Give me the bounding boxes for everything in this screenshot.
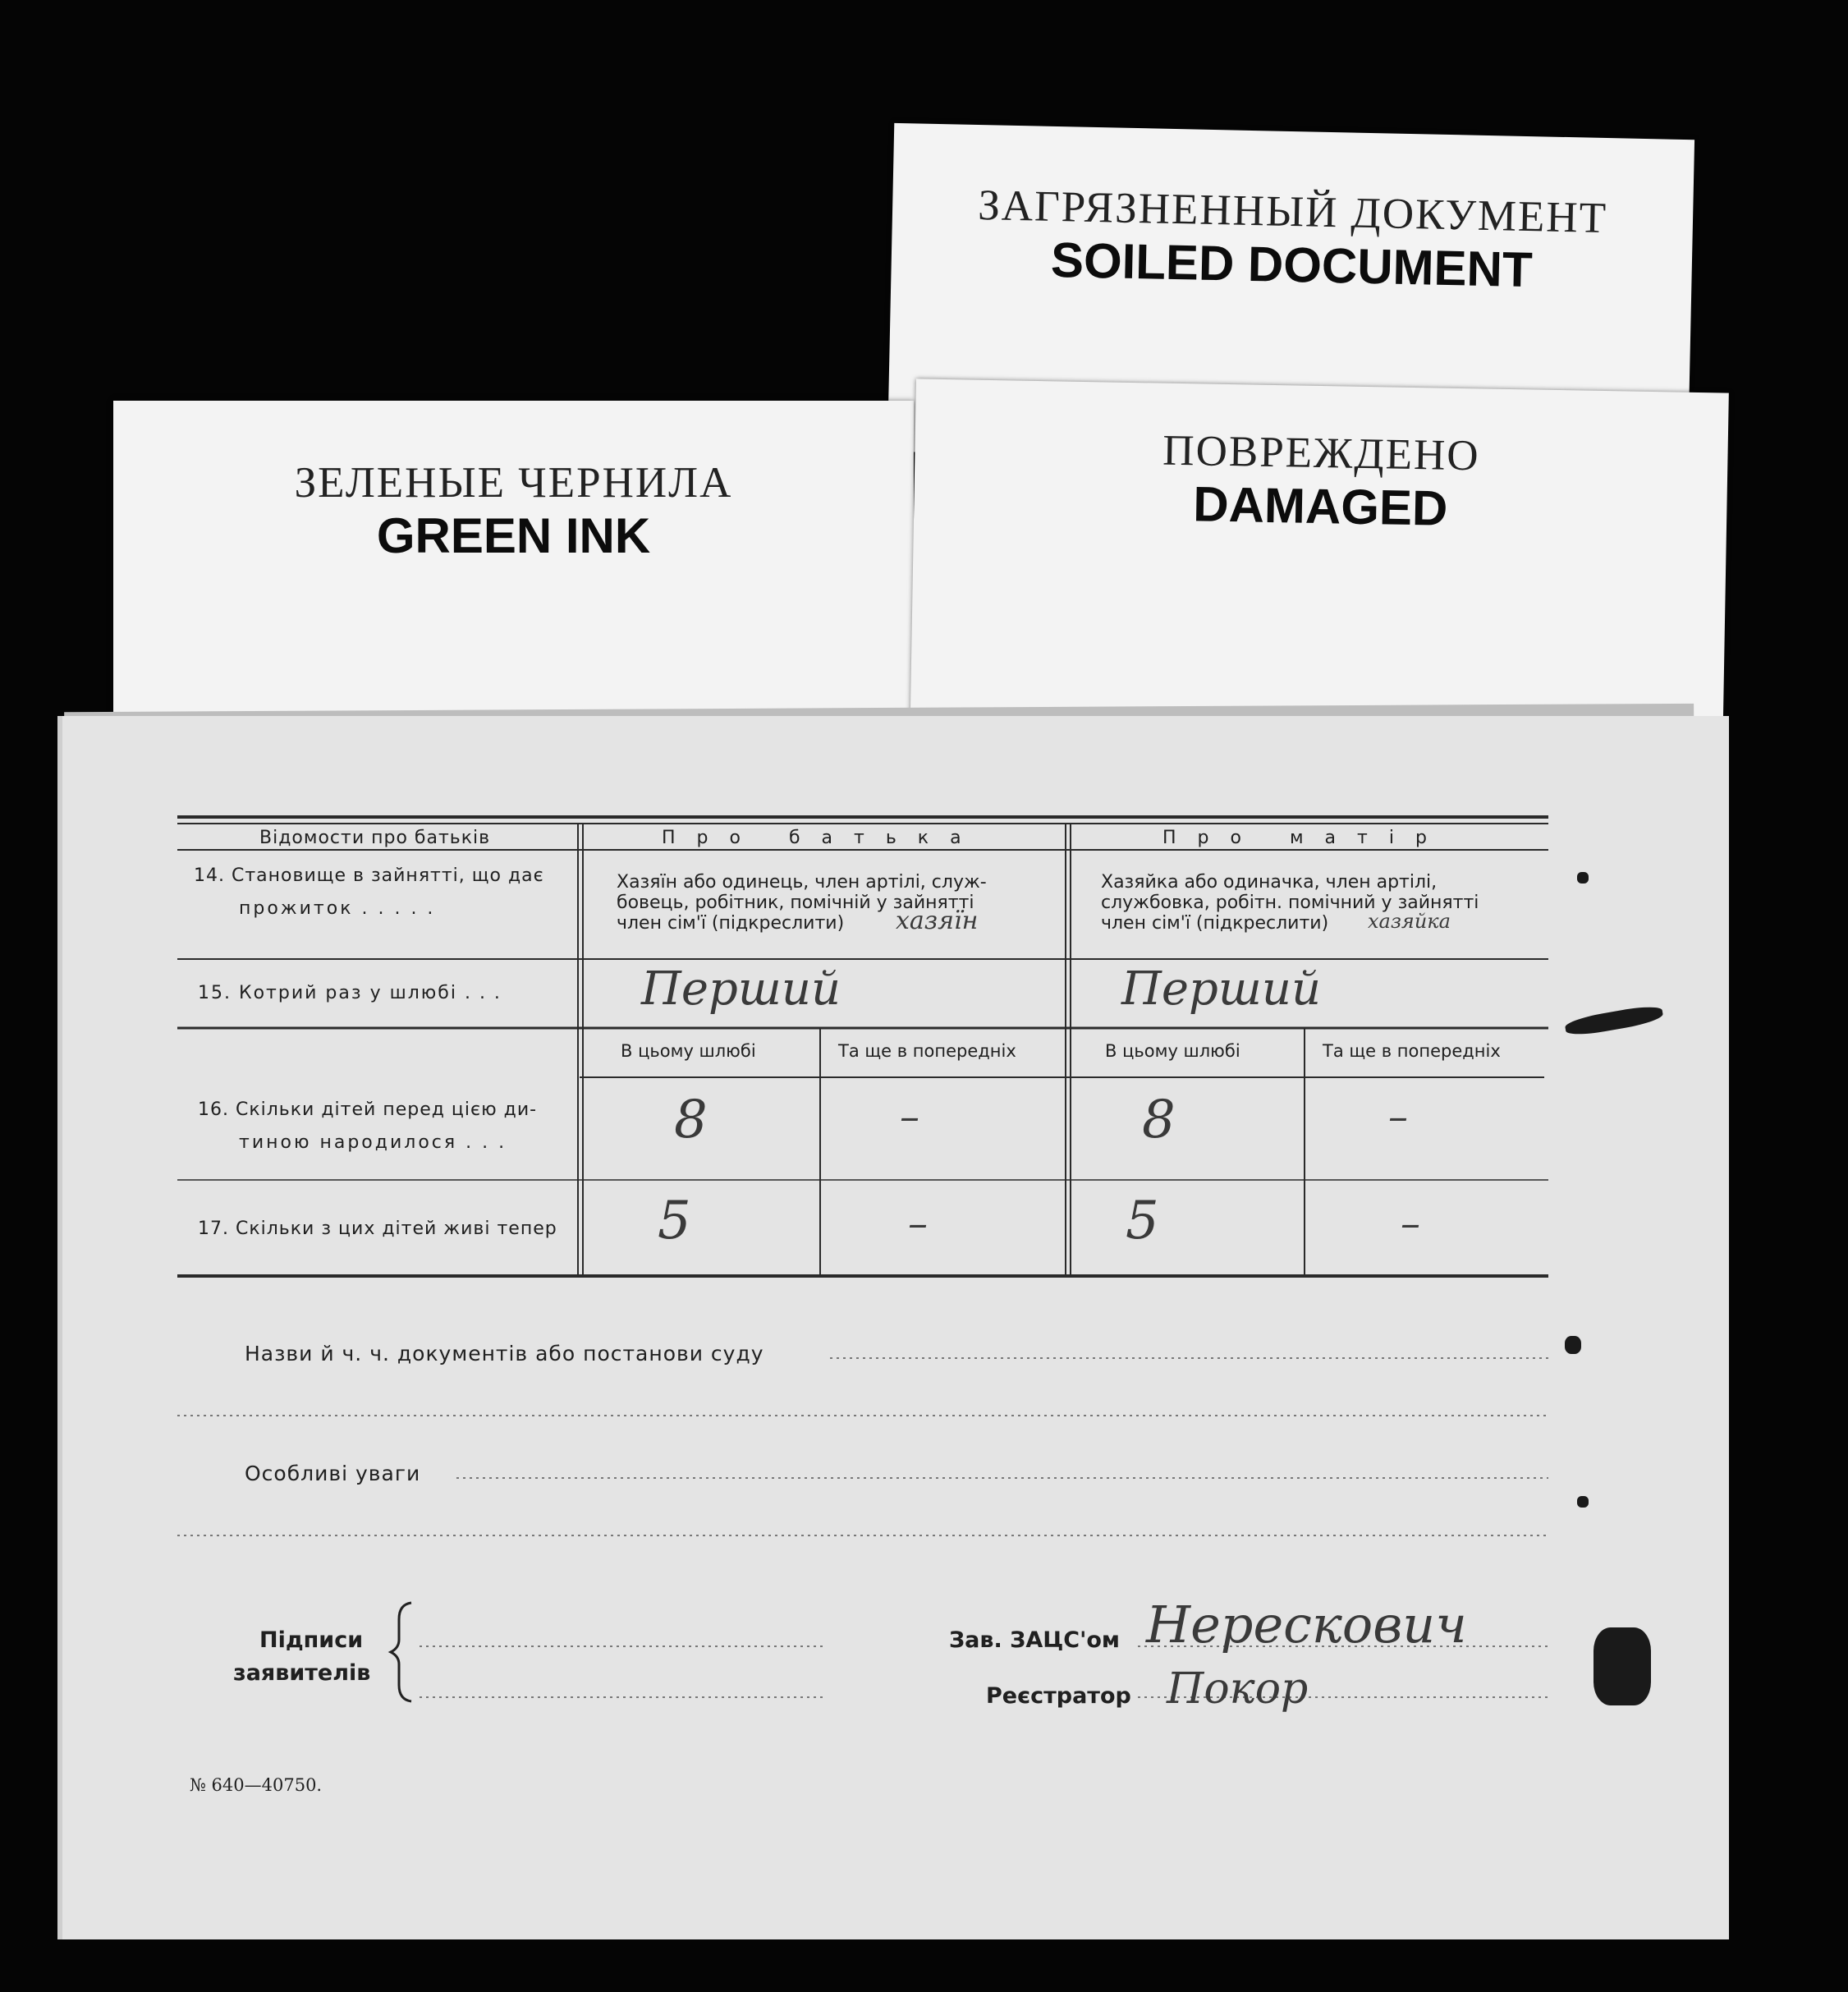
- header-parents-info: Відомости про батьків: [259, 828, 491, 848]
- row17-label: 17. Скільки з цих дітей живі тепер: [198, 1219, 557, 1239]
- row17-mother-this-value: 5: [1126, 1191, 1159, 1251]
- green-en-text: GREEN INK: [376, 508, 651, 563]
- notes-label: Особливі уваги: [245, 1462, 421, 1485]
- row14-label-line2: прожиток . . . . .: [239, 898, 436, 919]
- header-mother: Про матір: [1162, 828, 1448, 848]
- row14-mother-line1: Хазяйка або одиначка, член артілі,: [1101, 872, 1438, 893]
- subheader-mother-this: В цьому шлюбі: [1105, 1041, 1240, 1061]
- row14-mother-handwritten: хазяйка: [1368, 910, 1451, 933]
- registry-form-sheet: [57, 716, 1729, 1939]
- green-ru-text: ЗЕЛЕНЫЕ ЧЕРНИЛА: [294, 459, 733, 507]
- damage-mark: [1577, 1496, 1589, 1508]
- row14-label-line1: 14. Становище в зайнятті, що дає: [194, 865, 544, 886]
- damaged-ru-text: ПОВРЕЖДЕНО: [1162, 426, 1481, 480]
- documents-label: Назви й ч. ч. документів або постанови суду: [245, 1342, 764, 1365]
- registrar-signature: Покор: [1167, 1664, 1309, 1714]
- row16-mother-previous-value: –: [1388, 1094, 1408, 1140]
- row14-father-line2: бовець, робітник, помічній у зайнятті: [617, 893, 974, 913]
- row17-mother-previous-value: –: [1401, 1200, 1420, 1246]
- head-signature: Нерескович: [1146, 1595, 1467, 1655]
- soiled-ru-text: ЗАГРЯЗНЕННЫЙ ДОКУМЕНТ: [977, 181, 1608, 243]
- subheader-mother-previous: Та ще в попередніх: [1323, 1041, 1501, 1061]
- form-number: № 640—40750.: [190, 1775, 323, 1795]
- row16-mother-this-value: 8: [1142, 1090, 1176, 1150]
- row14-mother-line2: службовка, робітн. помічний у зайнятті: [1101, 893, 1479, 913]
- signatures-label-line2: заявителів: [233, 1660, 371, 1686]
- row17-father-this-value: 5: [658, 1191, 691, 1251]
- row14-father-handwritten: хазяїн: [896, 906, 979, 935]
- row16-label-line2: тиною народилося . . .: [239, 1132, 507, 1153]
- damaged-en-text: DAMAGED: [1192, 476, 1448, 536]
- row17-father-previous-value: –: [908, 1200, 928, 1246]
- row15-father-handwritten: Перший: [641, 962, 841, 1016]
- row16-father-this-value: 8: [674, 1090, 708, 1150]
- damage-mark: [1593, 1627, 1651, 1705]
- head-zags-label: Зав. ЗАЦС'ом: [949, 1627, 1120, 1653]
- row14-father-line3: член сім'ї (підкреслити): [617, 913, 845, 934]
- subheader-father-this: В цьому шлюбі: [621, 1041, 756, 1061]
- row14-mother-line3: член сім'ї (підкреслити): [1101, 913, 1329, 934]
- row15-mother-handwritten: Перший: [1121, 962, 1322, 1016]
- row14-father-line1: Хазяїн або одинець, член артілі, служ-: [617, 872, 987, 893]
- row15-label: 15. Котрий раз у шлюбі . . .: [198, 983, 502, 1003]
- damage-mark: [1565, 1336, 1581, 1354]
- signatures-label-line1: Підписи: [259, 1627, 364, 1653]
- row16-father-previous-value: –: [900, 1094, 919, 1140]
- row16-label-line1: 16. Скільки дітей перед цією ди-: [198, 1099, 538, 1120]
- registrar-label: Реєстратор: [986, 1683, 1131, 1709]
- header-father: Про батька: [662, 828, 983, 848]
- subheader-father-previous: Та ще в попередніх: [838, 1041, 1016, 1061]
- soiled-en-text: SOILED DOCUMENT: [1050, 232, 1534, 298]
- green-ink-card: [113, 401, 914, 754]
- damage-mark: [1577, 872, 1589, 884]
